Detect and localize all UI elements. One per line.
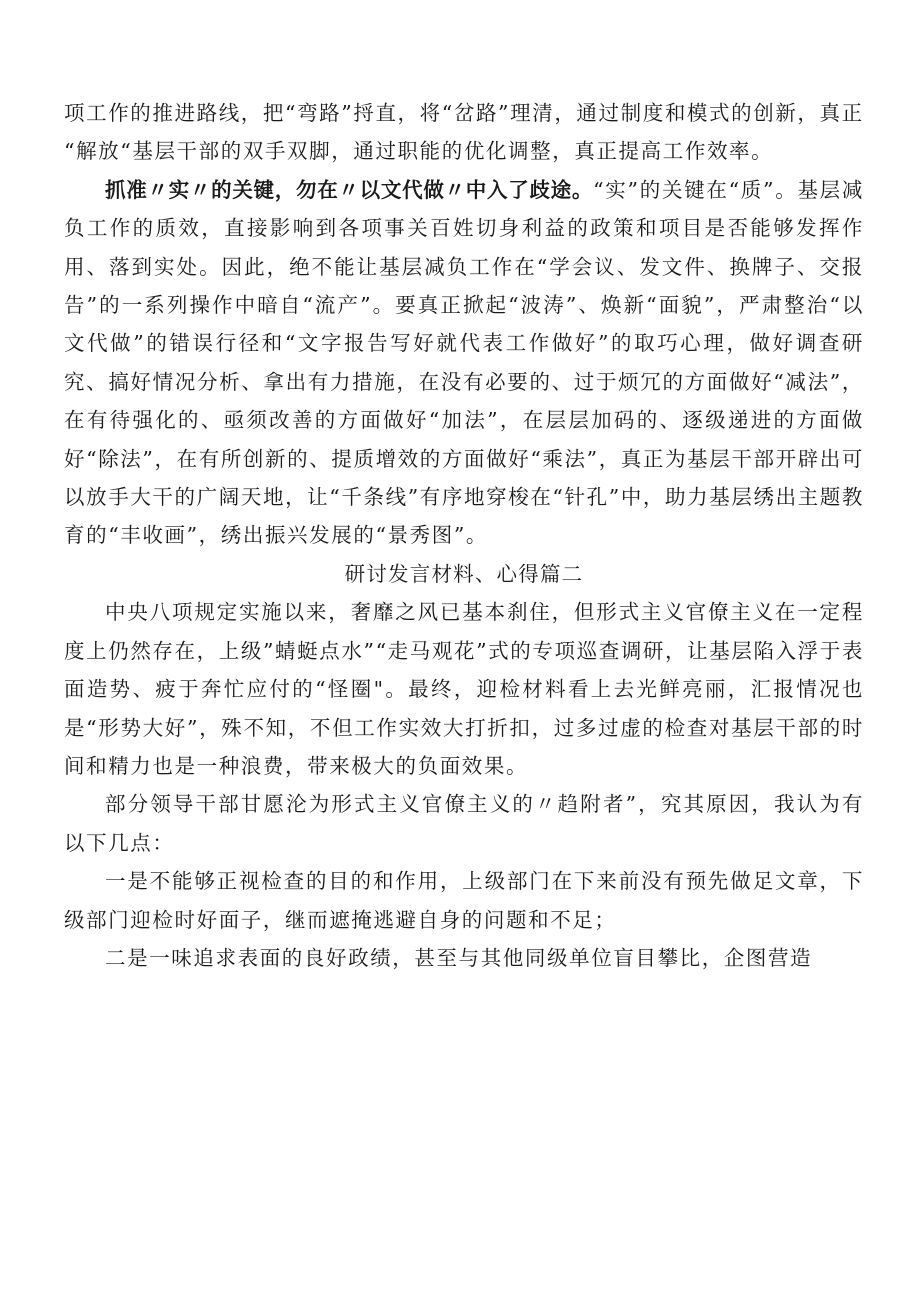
paragraph-eight-rules: 中央八项规定实施以来，奢靡之风已基本刹住，但形式主义官僚主义在一定程度上仍然存在，上级”蜻蜓点水”“走马观花”式的专项巡查调研，让基层陷入浮于表面造势、疲于奔忙应付的“怪圈"。最终，迎检材料看上去光鲜亮丽，汇报情况也是“形势大好”，殊不知，不但工作实效大打折扣，过多过虚的检查对基层干部的时间和精力也是一种浪费，带来极大的负面效果。: [64, 600, 864, 778]
paragraph-reasons-intro: 部分领导干部甘愿沦为形式主义官僚主义的〃趋附者”，究其原因，我认为有以下几点：: [64, 792, 864, 855]
paragraph-continuation: 项工作的推进路线，把“弯路”捋直，将“岔路”理清，通过制度和模式的创新，真正: [64, 101, 864, 125]
paragraph-lead-heading: 抓准〃实〃的关键，勿在〃以文代做〃中入了歧途。: [105, 177, 594, 202]
paragraph-reason-one: 一是不能够正视检查的目的和作用，上级部门在下来前没有预先做足文章，下级部门迎检时好面子，继而遮掩逃避自身的问题和不足；: [64, 869, 864, 932]
document-body: [64, 94, 864, 977]
paragraph-body-text: “实”的关键在“质”。基层减负工作的质效，直接影响到各项事关百姓切身利益的政策和项目是否能够发挥作用、落到实处。因此，绝不能让基层减负工作在“学会议、发文件、换牌子、交报告”的一系列操作中暗自“流产”。要真正掀起“波涛”、焕新“面貌”，严肃整治“以文代做”的错误行径和“文字报告写好就代表工作做好”的取巧心理，做好调查研究、搞好情况分析、拿出有力措施，在没有必要的、过于烦冗的方面做好“减法”，在有待强化的、亟须改善的方面做好“加法”，在层层加码的、逐级递进的方面做好“除法”，在有所创新的、提质增效的方面做好“乘法”，真正为基层干部开辟出可以放手大干的广阔天地，让“千条线”有序地穿梭在“针孔”中，助力基层绣出主题教育的“丰收画”，绣出振兴发展的“景秀图”。: [64, 177, 864, 548]
paragraph-reason-two: 二是一味追求表面的良好政绩，甚至与其他同级单位盲目攀比，企图营造: [105, 945, 813, 970]
paragraph-grasp-substance: [64, 171, 864, 555]
paragraph-liberation: “解放“基层干部的双手双脚，通过职能的优化调整，真正提高工作效率。: [64, 139, 774, 164]
section-title: 研讨发言材料、心得篇二: [344, 561, 584, 586]
